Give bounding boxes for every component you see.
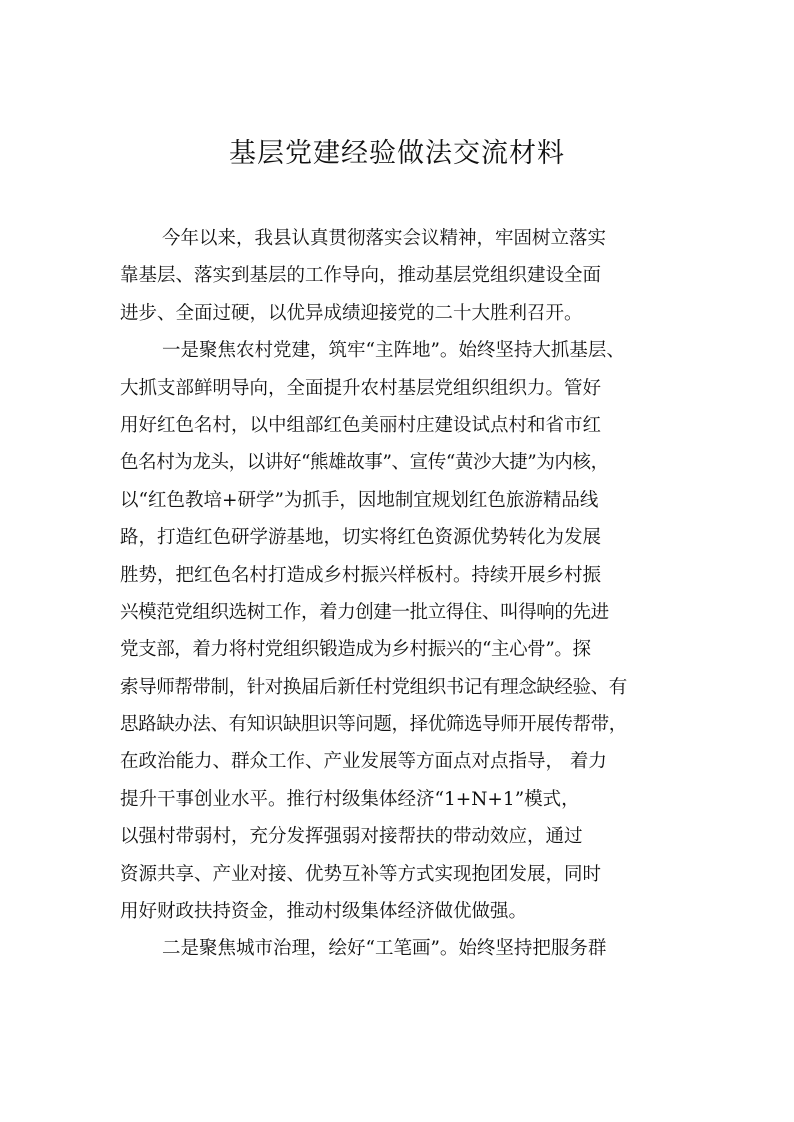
paragraph-2-line-14: 以强村带弱村，充分发挥强弱对接帮扶的带动效应，通过 [120, 826, 583, 848]
paragraph-2-line-9: 党支部，着力将村党组织锻造成为乡村振兴的“主心骨”。探 [120, 639, 591, 661]
paragraph-2-line-15: 资源共享、产业对接、优势互补等方式实现抱团发展，同时 [120, 863, 602, 885]
paragraph-2-line-16: 用好财政扶持资金，推动村级集体经济做优做强。 [120, 901, 528, 923]
paragraph-2-line-10: 索导师帮带制，针对换届后新任村党组织书记有理念缺经验、有 [120, 676, 627, 698]
paragraph-2-line-5: 以“红色教培+研学”为抓手，因地制宜规划红色旅游精品线 [120, 489, 599, 511]
document-body [120, 220, 688, 968]
paragraph-2-line-6: 路，打造红色研学游基地，切实将红色资源优势转化为发展 [120, 527, 602, 549]
paragraph-2-line-13: 提升干事创业水平。推行村级集体经济“1+N+1”模式， [120, 788, 580, 810]
document-title: 基层党建经验做法交流材料 [229, 138, 565, 169]
paragraph-1-line-2: 靠基层、落实到基层的工作导向，推动基层党组织建设全面 [120, 265, 602, 287]
paragraph-2-line-3: 用好红色名村，以中组部红色美丽村庄建设试点村和省市红 [120, 414, 602, 436]
paragraph-2-line-1: 一是聚焦农村党建，筑牢“主阵地”。始终坚持大抓基层、 [162, 340, 625, 362]
paragraph-2-line-8: 兴模范党组织选树工作，着力创建一批立得住、叫得响的先进 [120, 601, 609, 623]
paragraph-2-line-11: 思路缺办法、有知识缺胆识等问题，择优筛选导师开展传帮带， [120, 714, 627, 736]
paragraph-2-line-7: 胜势，把红色名村打造成乡村振兴样板村。持续开展乡村振 [120, 564, 602, 586]
paragraph-2-line-4: 色名村为龙头，以讲好“熊雄故事”、宣传“黄沙大捷”为内核， [120, 452, 609, 474]
paragraph-1-line-1: 今年以来，我县认真贯彻落实会议精神，牢固树立落实 [162, 228, 607, 249]
paragraph-3-line-1: 二是聚焦城市治理，绘好“工笔画”。始终坚持把服务群 [162, 938, 607, 960]
paragraph-1-line-3: 进步、全面过硬，以优异成绩迎接党的二十大胜利召开。 [120, 302, 583, 324]
paragraph-2-line-12: 在政治能力、群众工作、产业发展等方面点对点指导， 着力 [120, 751, 607, 773]
paragraph-2-line-2: 大抓支部鲜明导向，全面提升农村基层党组织组织力。管好 [120, 377, 602, 399]
